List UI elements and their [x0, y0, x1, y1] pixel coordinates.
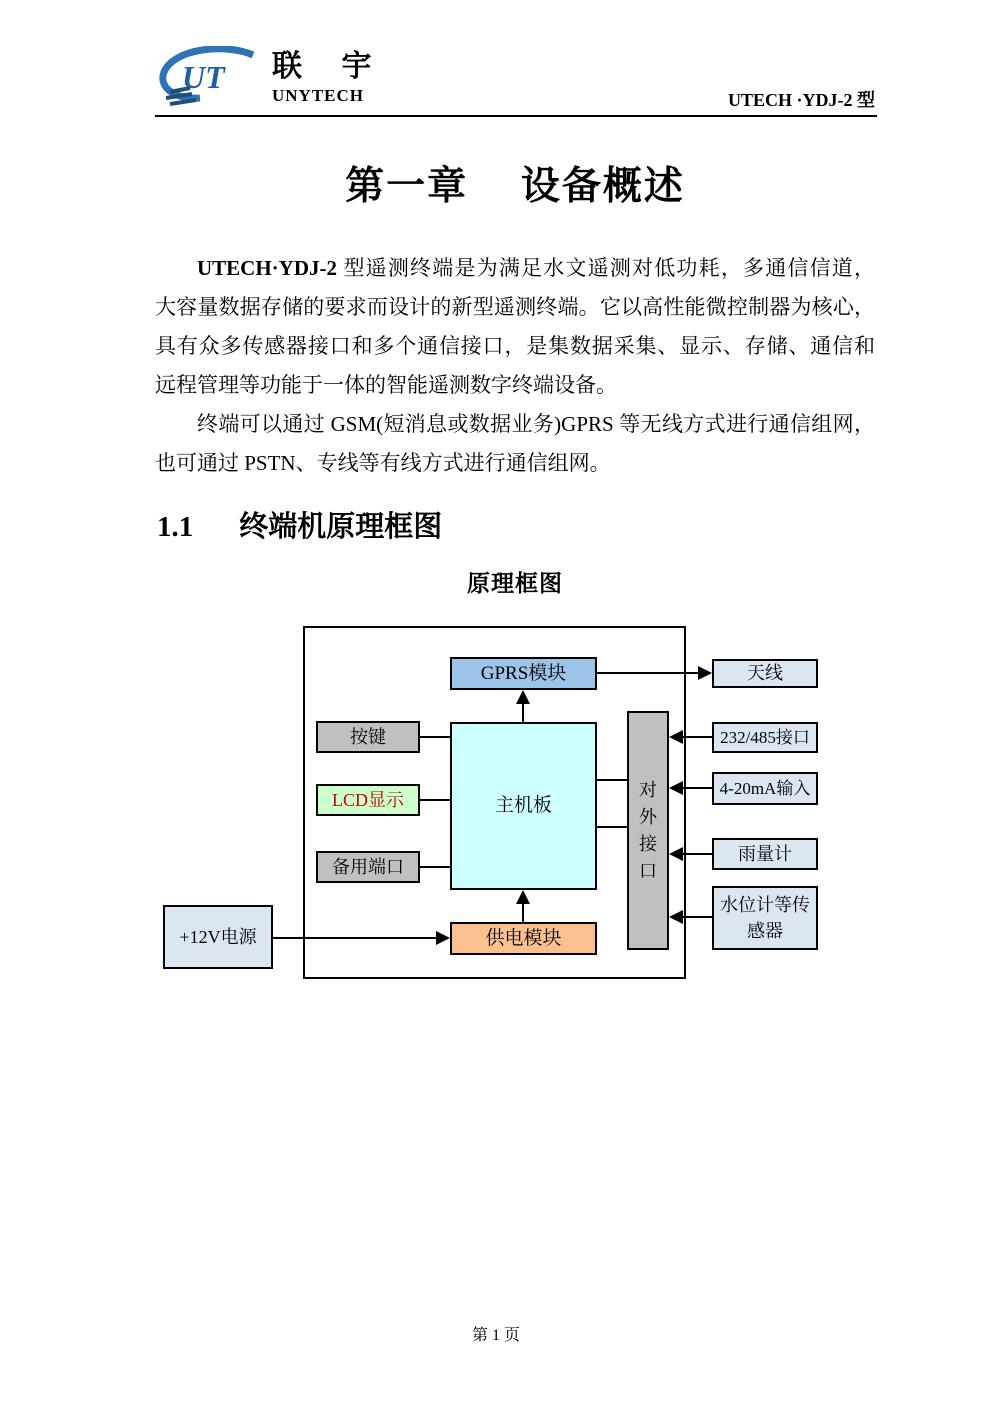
arrowhead-left-232 [669, 730, 683, 744]
page-number: 第 1 页 [471, 1327, 520, 1344]
power-module-box [450, 922, 597, 955]
arrowhead-left-water [669, 910, 683, 924]
svg-text:UT: UT [182, 59, 225, 95]
gprs-module-box [450, 657, 597, 690]
water-level-sensor-label: 水位计等传感器 [720, 894, 810, 941]
chapter-title: 第一章 设备概述 [345, 165, 685, 208]
arrowhead-up-gprs [516, 690, 530, 704]
logo-english-name: UNYTECH [272, 86, 365, 105]
logo-chinese-name: 联 宇 [272, 50, 388, 83]
lcd-display-label: LCD显示 [332, 789, 404, 810]
spare-port-box [316, 851, 420, 883]
paragraph-2-line-2: 也可通过 PSTN、专线等有线方式进行通信组网。 [155, 451, 611, 475]
rain-gauge-box [712, 838, 818, 870]
arrowhead-left-420ma [669, 781, 683, 795]
rs232-485-interface-label: 232/485接口 [720, 727, 810, 747]
diagram-caption: 原理框图 [467, 571, 563, 596]
connector-powermodule-to-mainboard [522, 903, 524, 922]
unytech-logo-mark-icon [156, 46, 268, 108]
connector-lcd-to-mainboard [420, 799, 450, 801]
model-code-bold: UTECH·YDJ-2 [197, 256, 338, 280]
power-12v-box [163, 905, 273, 969]
arrowhead-left-rain [669, 847, 683, 861]
paragraph-2-line-1: 终端可以通过 GSM(短消息或数据业务)GPRS 等无线方式进行通信组网， [197, 412, 875, 436]
keypad-box [316, 721, 420, 753]
header-doc-code: UTECH ·YDJ-2 型 [727, 90, 875, 110]
paragraph-2 [155, 405, 875, 483]
connector-mainboard-to-ext-1 [597, 779, 627, 781]
paragraph-1-line-1 [155, 249, 875, 288]
arrowhead-right-powermodule [436, 931, 450, 945]
arrowhead-up-mainboard [516, 890, 530, 904]
section-number: 1.1 [157, 511, 194, 543]
section-title: 终端机原理框图 [239, 511, 443, 543]
spare-port-label: 备用端口 [332, 856, 404, 877]
connector-mainboard-to-ext-2 [597, 826, 627, 828]
header-rule [155, 115, 877, 117]
connector-rain-to-ext [682, 853, 712, 855]
gprs-module-label: GPRS模块 [480, 662, 567, 684]
unytech-logo [156, 46, 388, 108]
connector-420ma-to-ext [682, 787, 712, 789]
paragraph-1-line-1-text: 型遥测终端是为满足水文遥测对低功耗，多通信信道， [337, 256, 875, 280]
connector-gprs-to-antenna [597, 672, 699, 674]
rain-gauge-label: 雨量计 [738, 843, 792, 864]
current-input-label: 4-20mA输入 [719, 778, 811, 798]
external-interface-box [627, 711, 669, 950]
connector-keypad-to-mainboard [420, 736, 450, 738]
external-interface-label: 对外接口 [638, 779, 657, 881]
connector-232-to-ext [682, 736, 712, 738]
arrowhead-right-antenna [698, 666, 712, 680]
connector-spare-to-mainboard [420, 866, 450, 868]
mainboard-label: 主机板 [494, 795, 552, 817]
logo-text [272, 52, 388, 106]
current-input-box [712, 772, 818, 805]
paragraph-1-line-3: 具有众多传感器接口和多个通信接口，是集数据采集、显示、存储、通信和 [155, 334, 875, 358]
rs232-485-interface-box [712, 722, 818, 753]
section-heading [157, 504, 442, 545]
keypad-label: 按键 [350, 726, 386, 747]
paragraph-1 [155, 249, 875, 405]
power-module-label: 供电模块 [485, 927, 562, 949]
power-12v-label: +12V电源 [179, 926, 257, 947]
lcd-display-box [316, 784, 420, 816]
connector-water-to-ext [682, 916, 712, 918]
antenna-box [712, 659, 818, 688]
mainboard-box [450, 722, 597, 890]
connector-mainboard-to-gprs [522, 702, 524, 722]
paragraph-1-line-2: 大容量数据存储的要求而设计的新型遥测终端。它以高性能微控制器为核心， [155, 295, 875, 319]
connector-power12v-to-powermodule [273, 937, 437, 939]
water-level-sensor-box [712, 886, 818, 950]
paragraph-1-line-4: 远程管理等功能于一体的智能遥测数字终端设备。 [155, 373, 617, 397]
antenna-label: 天线 [747, 663, 783, 684]
